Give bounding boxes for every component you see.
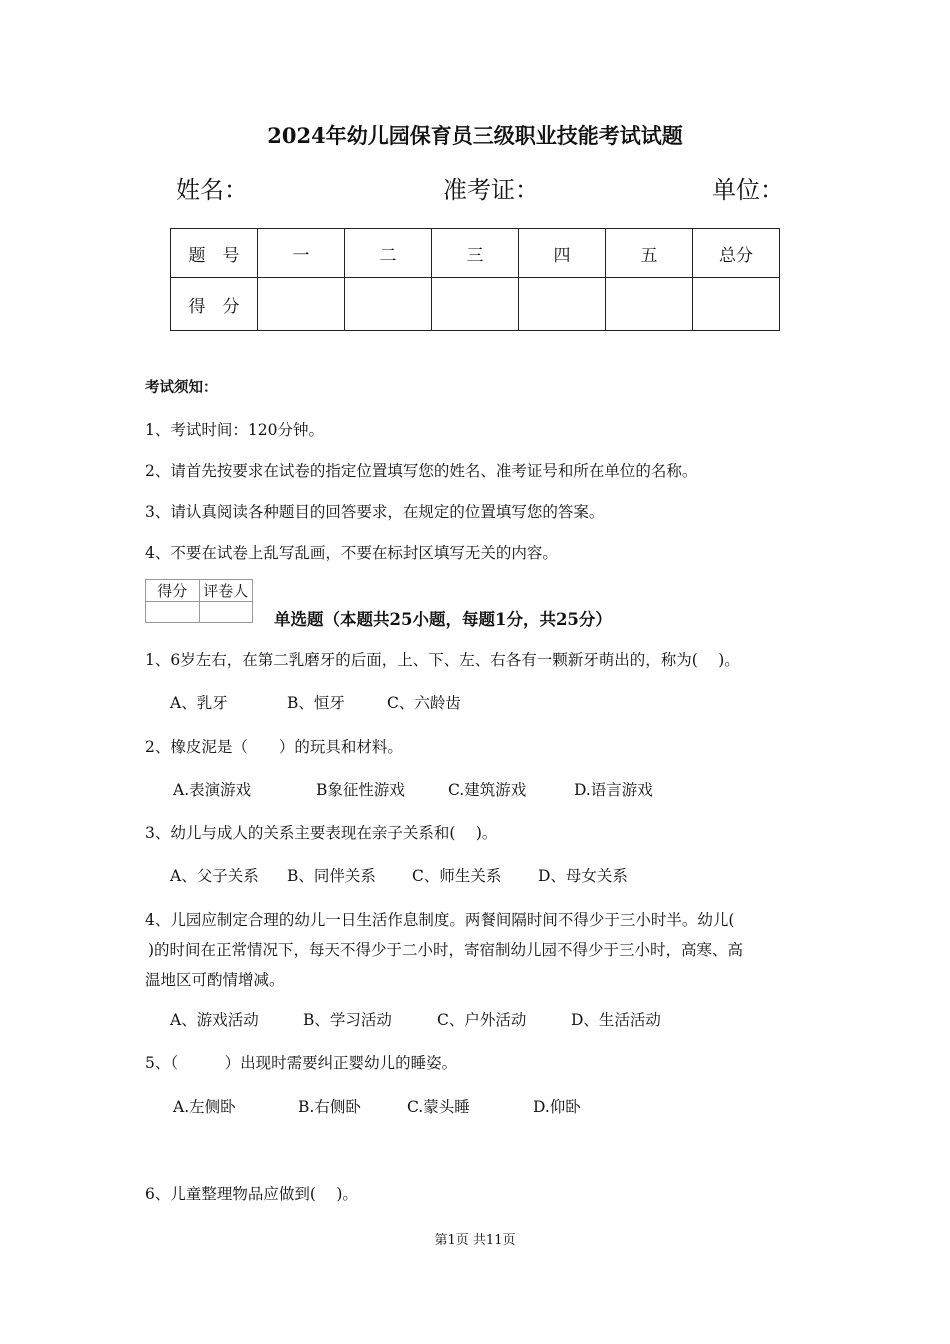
score-table-header-cell: 题 号 bbox=[171, 229, 258, 278]
notice-heading: 考试须知： bbox=[145, 379, 218, 396]
answer-option: C、户外活动 bbox=[437, 1011, 527, 1029]
answer-option: A.表演游戏 bbox=[173, 781, 252, 799]
score-cell bbox=[258, 278, 345, 331]
question-stem: 3、幼儿与成人的关系主要表现在亲子关系和( )。 bbox=[145, 824, 498, 842]
exam-id-field-label: 准考证： bbox=[443, 176, 539, 204]
answer-option: C.建筑游戏 bbox=[448, 781, 527, 799]
score-table-header-cell: 三 bbox=[432, 229, 519, 278]
score-cell bbox=[432, 278, 519, 331]
grader-table bbox=[145, 579, 253, 623]
score-table-header-cell: 五 bbox=[606, 229, 693, 278]
grader-name-cell bbox=[199, 602, 253, 623]
answer-option: A、父子关系 bbox=[170, 867, 259, 885]
question-stem-line: )的时间在正常情况下，每天不得少于二小时，寄宿制幼儿园不得少于三小时，高寒、高 bbox=[148, 941, 744, 959]
question-stem: 1、6岁左右，在第二乳磨牙的后面，上、下、左、右各有一颗新牙萌出的，称为( )。 bbox=[145, 651, 740, 669]
name-field-label: 姓名： bbox=[176, 176, 248, 204]
answer-option: C、六龄齿 bbox=[387, 694, 461, 712]
score-cell bbox=[519, 278, 606, 331]
answer-option: D.仰卧 bbox=[533, 1098, 581, 1116]
answer-option: A、乳牙 bbox=[170, 694, 228, 712]
answer-option: C.蒙头睡 bbox=[407, 1098, 470, 1116]
score-cell bbox=[345, 278, 432, 331]
page-footer: 第1页 共11页 bbox=[434, 1233, 516, 1248]
answer-option: D.语言游戏 bbox=[574, 781, 653, 799]
answer-option: B象征性游戏 bbox=[316, 781, 405, 799]
score-table bbox=[170, 228, 780, 331]
notice-item: 1、考试时间：120分钟。 bbox=[145, 421, 324, 439]
notice-item: 2、请首先按要求在试卷的指定位置填写您的姓名、准考证号和所在单位的名称。 bbox=[145, 462, 698, 480]
score-table-header-cell: 总分 bbox=[693, 229, 780, 278]
answer-option: D、母女关系 bbox=[538, 867, 628, 885]
answer-option: B.右侧卧 bbox=[298, 1098, 361, 1116]
notice-item: 3、请认真阅读各种题目的回答要求，在规定的位置填写您的答案。 bbox=[145, 503, 605, 521]
answer-option: B、学习活动 bbox=[303, 1011, 392, 1029]
notice-item: 4、不要在试卷上乱写乱画，不要在标封区填写无关的内容。 bbox=[145, 544, 558, 562]
answer-option: B、恒牙 bbox=[287, 694, 345, 712]
question-stem-line: 温地区可酌情增减。 bbox=[145, 971, 285, 989]
score-table-header-row bbox=[171, 229, 780, 278]
answer-option: A.左侧卧 bbox=[173, 1098, 236, 1116]
grader-name-label: 评卷人 bbox=[199, 580, 253, 602]
score-table-header-cell: 四 bbox=[519, 229, 606, 278]
score-row-label: 得 分 bbox=[171, 278, 258, 331]
grader-score-cell bbox=[146, 602, 200, 623]
question-stem: 6、儿童整理物品应做到( )。 bbox=[145, 1185, 358, 1203]
score-table-header-cell: 一 bbox=[258, 229, 345, 278]
section-title: 单选题（本题共25小题，每题1分，共25分） bbox=[274, 610, 612, 629]
score-cell bbox=[606, 278, 693, 331]
answer-option: C、师生关系 bbox=[412, 867, 502, 885]
answer-option: A、游戏活动 bbox=[170, 1011, 259, 1029]
score-table-score-row bbox=[171, 278, 780, 331]
document-title: 2024年幼儿园保育员三级职业技能考试试题 bbox=[267, 123, 683, 148]
answer-option: B、同伴关系 bbox=[287, 867, 376, 885]
question-stem-line: 4、儿园应制定合理的幼儿一日生活作息制度。两餐间隔时间不得少于三小时半。幼儿( bbox=[145, 911, 735, 929]
question-stem: 5、（ ）出现时需要纠正婴幼儿的睡姿。 bbox=[145, 1054, 458, 1072]
grader-score-label: 得分 bbox=[146, 580, 200, 602]
score-table-header-cell: 二 bbox=[345, 229, 432, 278]
question-stem: 2、橡皮泥是（ ）的玩具和材料。 bbox=[145, 738, 403, 756]
answer-option: D、生活活动 bbox=[571, 1011, 661, 1029]
score-cell bbox=[693, 278, 780, 331]
unit-field-label: 单位： bbox=[712, 176, 784, 204]
